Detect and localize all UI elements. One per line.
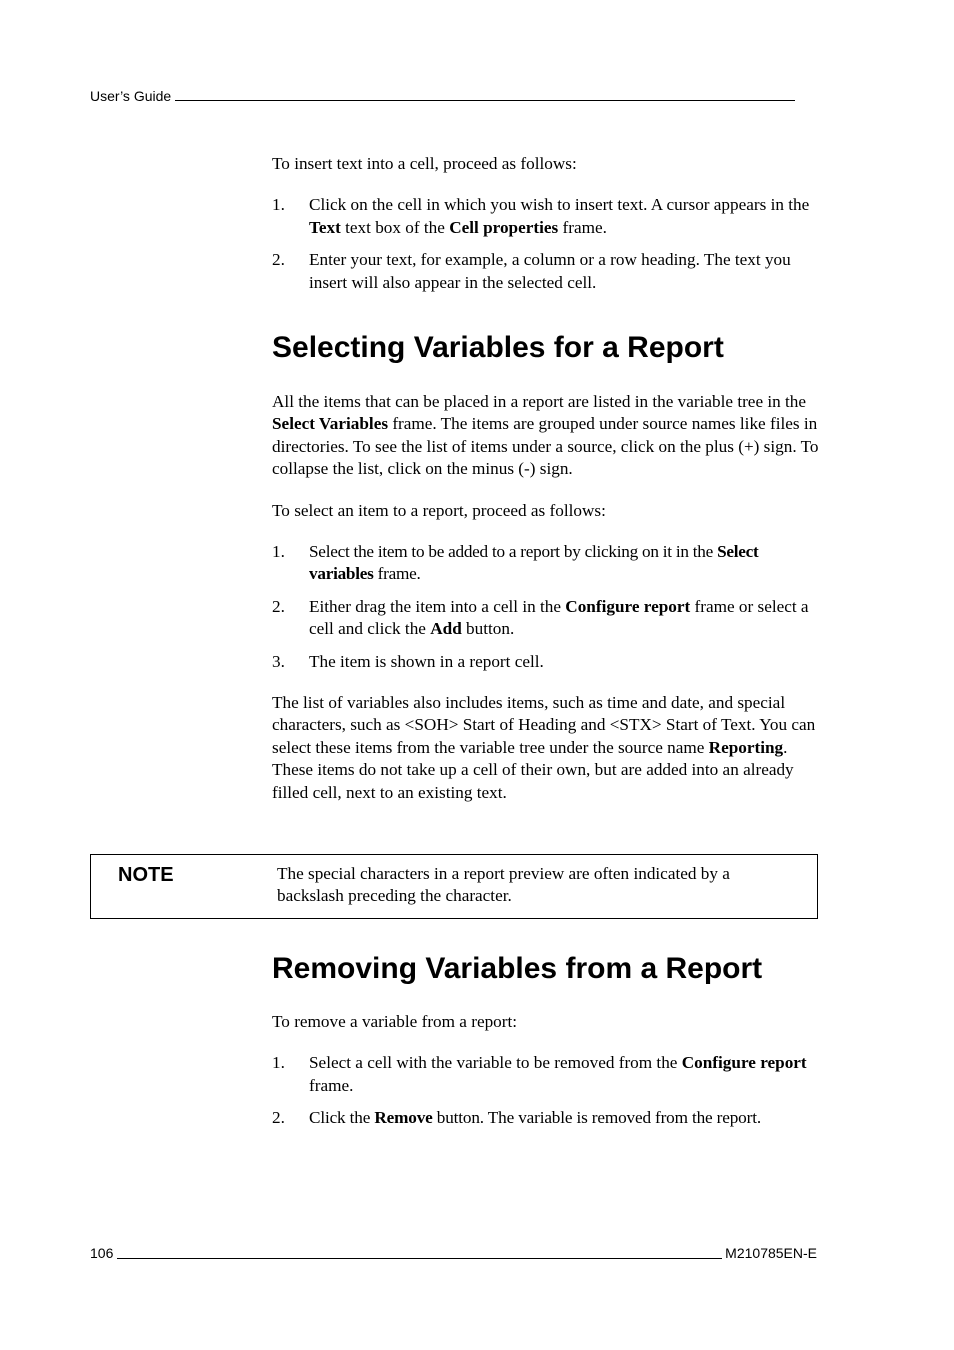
section-selecting-body bbox=[272, 391, 820, 804]
step-text: Select a cell with the variable to be removed from the Configure report frame. bbox=[309, 1053, 807, 1095]
list-item bbox=[272, 194, 820, 239]
note-label: NOTE bbox=[118, 864, 174, 886]
list-item bbox=[272, 596, 820, 641]
list-item bbox=[272, 651, 820, 673]
step-number: 1. bbox=[272, 195, 285, 215]
step-text: Either drag the item into a cell in the Configure report frame or select a cell and click the Add button. bbox=[309, 596, 809, 639]
page-footer bbox=[90, 1244, 817, 1262]
step-number: 2. bbox=[272, 250, 285, 270]
section-removing-body bbox=[272, 1011, 820, 1130]
body-paragraph: All the items that can be placed in a report are listed in the variable tree in the Select Variables frame. The items are grouped under source names like files in directories. To see the list of items under a source, click on the plus (+) sign. To collapse the list, click on the minus (-) sign. bbox=[272, 392, 819, 479]
step-number: 2. bbox=[272, 596, 285, 616]
footer-rule bbox=[117, 1258, 722, 1259]
step-number: 1. bbox=[272, 1053, 285, 1073]
step-text: Click the Remove button. The variable is removed from the report. bbox=[309, 1108, 761, 1128]
select-item-steps bbox=[272, 541, 820, 673]
list-item bbox=[272, 541, 820, 586]
page-number: 106 bbox=[90, 1245, 114, 1261]
section-heading: Removing Variables from a Report bbox=[272, 952, 763, 985]
body-paragraph: To select an item to a report, proceed as follows: bbox=[272, 500, 606, 520]
header-rule bbox=[175, 100, 795, 101]
page-header bbox=[90, 87, 817, 105]
document-code: M210785EN-E bbox=[725, 1245, 817, 1261]
step-text: Click on the cell in which you wish to insert text. A cursor appears in the Text text box of the Cell properties frame. bbox=[309, 195, 810, 237]
step-number: 2. bbox=[272, 1108, 285, 1128]
remove-variable-steps bbox=[272, 1052, 820, 1129]
step-text: Enter your text, for example, a column or a row heading. The text you insert will also appear in the selected cell. bbox=[309, 250, 791, 292]
header-title: User’s Guide bbox=[90, 88, 172, 104]
step-number: 3. bbox=[272, 651, 285, 671]
step-number: 1. bbox=[272, 542, 285, 562]
body-paragraph: To remove a variable from a report: bbox=[272, 1012, 518, 1031]
step-text: The item is shown in a report cell. bbox=[309, 651, 544, 671]
list-item bbox=[272, 1107, 820, 1129]
body-paragraph: The list of variables also includes items, such as time and date, and special characters, such as <SOH> Start of Heading and <STX> Start of Text. You can select these items from the variable tree under the source name Reporting. These items do not take up a cell of their own, but are added into an already filled cell, next to an existing text. bbox=[272, 693, 816, 802]
note-box bbox=[90, 854, 818, 919]
list-item bbox=[272, 249, 820, 294]
list-item bbox=[272, 1052, 820, 1097]
step-text: Select the item to be added to a report by clicking on it in the Select variables frame. bbox=[309, 542, 759, 584]
intro-paragraph: To insert text into a cell, proceed as follows: bbox=[272, 154, 577, 173]
section-heading: Selecting Variables for a Report bbox=[272, 331, 724, 364]
insert-text-steps bbox=[272, 194, 820, 294]
section-removing bbox=[272, 951, 820, 987]
note-text: The special characters in a report preview are often indicated by a backslash preceding the character. bbox=[277, 864, 730, 906]
intro-block bbox=[272, 153, 820, 294]
section-selecting bbox=[272, 330, 820, 366]
